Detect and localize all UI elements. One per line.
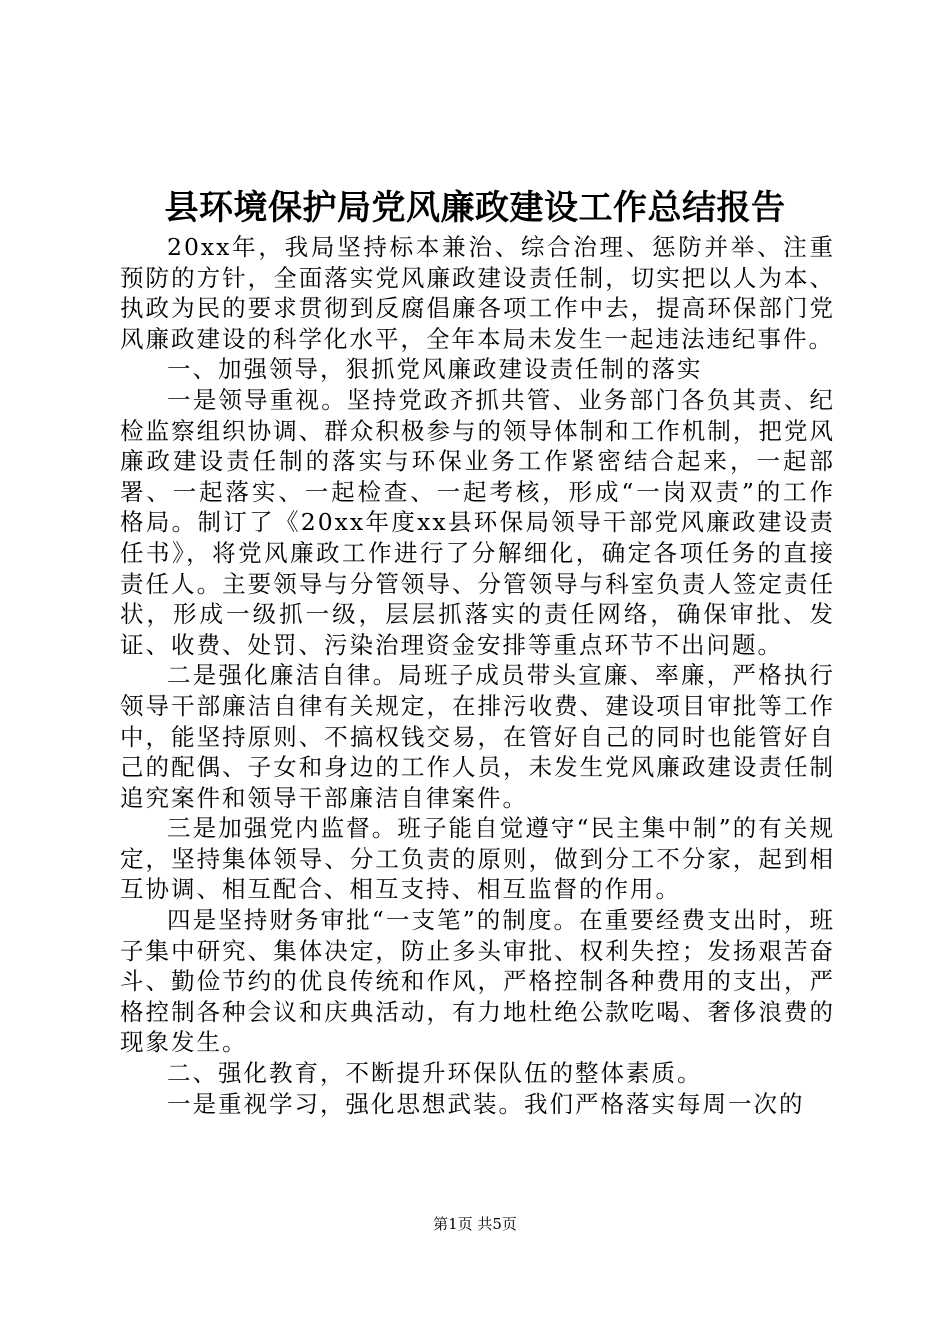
document-body bbox=[120, 232, 835, 1119]
body-paragraph: 三是加强党内监督。班子能自觉遵守“民主集中制”的有关规定，坚持集体领导、分工负责的原则，做到分工不分家，起到相互协调、相互配合、相互支持、相互监督的作用。 bbox=[120, 814, 835, 904]
body-paragraph: 20xx年，我局坚持标本兼治、综合治理、惩防并举、注重预防的方针，全面落实党风廉政建设责任制，切实把以人为本、执政为民的要求贯彻到反腐倡廉各项工作中去，提高环保部门党风廉政建设的科学化水平，全年本局未发生一起违法违纪事件。 bbox=[120, 233, 835, 353]
document-title: 县环境保护局党风廉政建设工作总结报告 bbox=[164, 188, 786, 228]
section-heading: 一、加强领导，狠抓党风廉政建设责任制的落实 bbox=[167, 355, 703, 384]
body-paragraph: 一是重视学习，强化思想武装。我们严格落实每周一次的 bbox=[167, 1089, 805, 1118]
body-paragraph: 二是强化廉洁自律。局班子成员带头宣廉、率廉，严格执行领导干部廉洁自律有关规定，在排污收费、建设项目审批等工作中，能坚持原则、不搞权钱交易，在管好自己的同时也能管好自己的配偶、子女和身边的工作人员，未发生党风廉政建设责任制追究案件和领导干部廉洁自律案件。 bbox=[120, 661, 835, 812]
section-heading: 二、强化教育，不断提升环保队伍的整体素质。 bbox=[167, 1059, 703, 1088]
body-paragraph: 四是坚持财务审批“一支笔”的制度。在重要经费支出时，班子集中研究、集体决定，防止多头审批、权利失控；发扬艰苦奋斗、勤俭节约的优良传统和作风，严格控制各种费用的支出，严格控制各种会议和庆典活动，有力地杜绝公款吃喝、奢侈浪费的现象发生。 bbox=[120, 906, 835, 1057]
page-number-footer: 第1页 共5页 bbox=[433, 1215, 517, 1233]
body-paragraph: 一是领导重视。坚持党政齐抓共管、业务部门各负其责、纪检监察组织协调、群众积极参与的领导体制和工作机制，把党风廉政建设责任制的落实与环保业务工作紧密结合起来，一起部署、一起落实、一起检查、一起考核，形成“一岗双责”的工作格局。制订了《20xx年度xx县环保局领导干部党风廉政建设责任书》，将党风廉政工作进行了分解细化，确定各项任务的直接责任人。主要领导与分管领导、分管领导与科室负责人签定责任状，形成一级抓一级，层层抓落实的责任网络，确保审批、发证、收费、处罚、污染治理资金安排等重点环节不出问题。 bbox=[120, 385, 835, 659]
